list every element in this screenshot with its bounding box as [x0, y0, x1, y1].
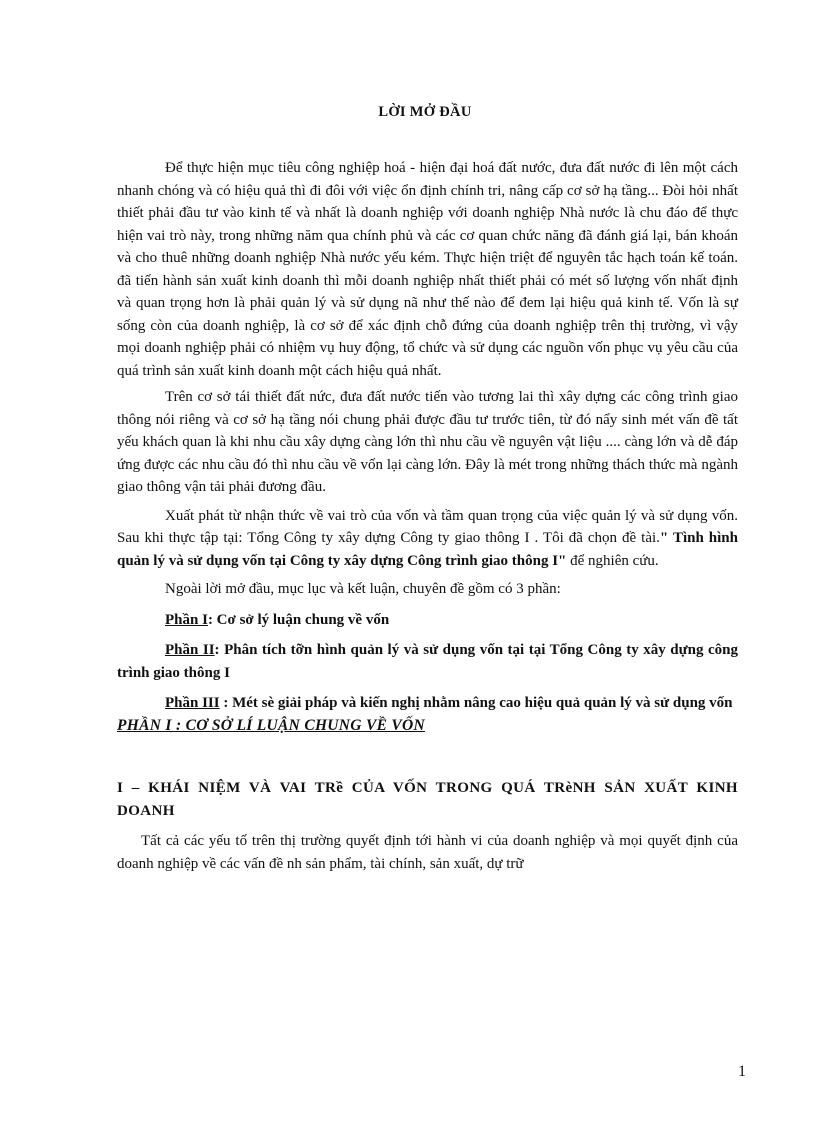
- part-3-line: [117, 692, 738, 715]
- thesis-topic: " Tình hình quản lý và sử dụng vốn tại Công ty xây dựng Công trình giao thông I": [117, 530, 738, 569]
- part-3-label: Phần III: [165, 695, 220, 711]
- part-1-text: : Cơ sở lý luận chung về vốn: [207, 611, 390, 628]
- part-2-label: Phần II: [165, 642, 215, 658]
- intro-paragraph-1: Để thực hiện mục tiêu công nghiệp hoá - hiện đại hoá đất nước, đưa đất nước đi lên một cách nhanh chóng và có hiệu quả thì đi đôi với việc ổn định chính tri, nâng cấp cơ sở hạ tầng... Đòi hỏi nhất thiết phải đầu tư vào kinh tế và nhất là doanh nghiệp với doanh nghiệp Nhà nước là chu đáo để thực hiện vai trò này, trong những năm qua chính phủ và các cơ quan chức năng đã đánh giá lại, bán khoán và cho thuê những doanh nghiệp Nhà nước yếu kém. Thực hiện triệt để nguyên tắc hạch toán kế toán. đã tiến hành sản xuất kinh doanh thì mỗi doanh nghiệp nhất thiết phải có mét số lượng vốn nhất định và quan trọng hơn là phải quản lý và sử dụng nã như thế nào để đem lại hiệu quả kinh tế. Vốn là sự sống còn của doanh nghiệp, là cơ sở để xác định chỗ đứng của doanh nghiệp trên thị trường, vì vậy mọi doanh nghiệp phải có nhiệm vụ huy động, tổ chức và sử dụng các nguồn vốn phục vụ yêu cầu của quá trình sản xuất kinh doanh một cách hiệu quả nhất.: [117, 160, 738, 379]
- part-2-line: [117, 639, 738, 684]
- part-1-label: Phần I: [165, 611, 208, 628]
- para3-lead: Xuất phát từ nhận thức về vai trò của vốn và tầm quan trọng của việc quản lý và sử dụng vốn. Sau khi thực tập tại: Tổng Công ty xây dựng Công ty giao thông I . Tôi đã chọn đề tài.: [117, 507, 738, 546]
- page-number: 1: [738, 1063, 746, 1080]
- intro-paragraph-4: Ngoài lời mở đầu, mục lục và kết luận, chuyên đề gồm có 3 phần:: [165, 581, 561, 597]
- document-title: LỜI MỞ ĐẦU: [378, 104, 472, 120]
- section-heading: [117, 715, 738, 738]
- body-paragraph: Tất cả các yếu tố trên thị trường quyết định tới hành vi của doanh nghiệp và mọi quyết định của doanh nghiệp về các vấn đề nh sản phẩm, tài chính, sản xuất, dự trữ: [117, 833, 738, 872]
- section-heading-text: PHẦN I : CƠ SỞ LÍ LUẬN CHUNG VỀ VỐN: [117, 716, 426, 734]
- para3-tail: để nghiên cứu.: [566, 552, 659, 569]
- part-3-text: : Mét sè giải pháp và kiến nghị nhằm nâng cao hiệu quả quản lý và sử dụng vốn: [219, 695, 733, 711]
- part-2-text: : Phân tích tỡn hình quản lý và sử dụng vốn tại tại Tổng Công ty xây dựng công trình giao thông I: [117, 642, 738, 681]
- intro-paragraph-3: [117, 505, 738, 573]
- part-1-line: [117, 609, 738, 632]
- document-body: [117, 157, 738, 875]
- intro-paragraph-2: Trên cơ sở tái thiết đất nức, đưa đất nước tiến vào tương lai thì xây dựng các công trình giao thông nói riêng và cơ sở hạ tầng nói chung phải được đầu tư trước tiên, từ đó nẩy sinh mét vấn đề tất yếu khách quan là khi nhu cầu xây dựng càng lớn thì nhu cầu về nguyên vật liệu .... càng lớn và dễ đáp ứng được các nhu cầu đó thì nhu cầu về vốn lại càng lớn. Đây là mét trong những thách thức mà ngành giao thông vận tải phải đương đầu.: [117, 389, 738, 495]
- heading-1: I – KHÁI NIỆM VÀ VAI TRề CỦA VỐN TRONG QUÁ TRèNH SẢN XUẤT KINH DOANH: [117, 780, 738, 819]
